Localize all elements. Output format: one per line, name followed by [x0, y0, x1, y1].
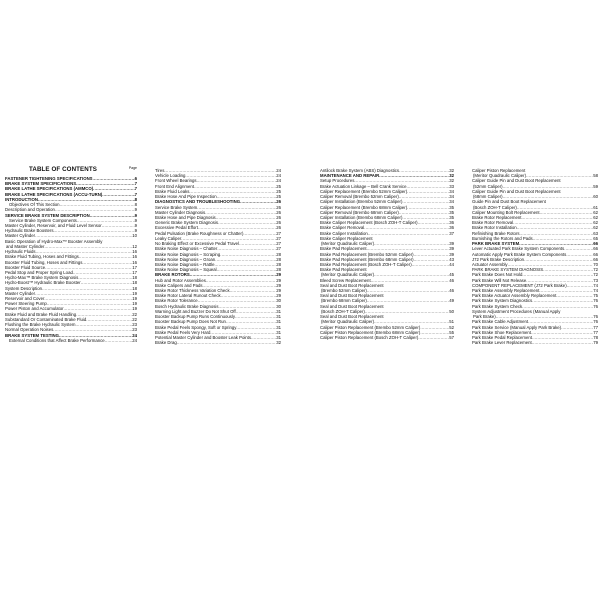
toc-entry-page: 34	[449, 194, 454, 200]
toc-entry-page: 62	[593, 214, 598, 220]
toc-entry-title: Brake Rotor Tolerance	[155, 298, 198, 304]
toc-entry-title: Front Wheel Bearings	[155, 178, 197, 184]
toc-entry-page: 58	[593, 173, 598, 179]
toc-column-4	[472, 168, 598, 345]
toc-entry-page: 32	[276, 340, 281, 346]
toc-column-3	[320, 168, 454, 340]
toc-entry-page: 31	[276, 329, 281, 335]
toc-entry-title: (Meritor Quadraulic Caliper)	[321, 319, 375, 325]
toc-entry-page: 73	[593, 277, 598, 283]
toc-entry-page: 63	[593, 230, 598, 236]
toc-entry-page: 39	[449, 251, 454, 257]
toc-entry-page: 7	[134, 186, 137, 192]
toc-entry-title: Automatic Apply Park Brake System Components	[472, 251, 567, 257]
toc-entry-page: 77	[593, 329, 598, 335]
toc-entry-title: Caliper Guide Pin and Dust Boot Replacement	[472, 188, 561, 194]
toc-entry-title: Park Brake Lever Replacement	[472, 340, 532, 346]
toc-entry-page: 76	[593, 298, 598, 304]
toc-entry-page: 76	[593, 314, 598, 320]
toc-entry-title: Bleed Screw Replacement	[320, 277, 371, 283]
toc-entry-page: 29	[276, 293, 281, 299]
toc-entry-title: DIAGNOSTICS AND TROUBLESHOOTING	[155, 199, 241, 205]
toc-entry-title: Caliper Removal (Brembo 68mm Caliper)	[320, 209, 399, 215]
toc-entry-page: 31	[276, 335, 281, 340]
toc-entry-title: Power Piston and Accumulator	[5, 306, 64, 312]
toc-entry-page: 9	[134, 207, 137, 213]
toc-entry-title: Brake Rotor Replacement	[472, 214, 522, 220]
toc-entry-title: Power Steering Pump	[5, 301, 47, 307]
toc-entry-page: 50	[449, 308, 454, 314]
toc-entry-page: 39	[449, 246, 454, 252]
toc-entry-page: 66	[593, 246, 598, 252]
toc-entry-title: INTRODUCTION	[5, 196, 38, 202]
toc-entry-page: 76	[593, 319, 598, 325]
toc-entry-page: 24	[276, 168, 281, 173]
toc-entry-title: Seal and Dust Boot Replacement	[320, 282, 384, 288]
toc-entry-page: 33	[449, 183, 454, 189]
toc-entry-title: Caliper Removal (Brembo 52mm Caliper)	[320, 194, 399, 200]
toc-entry-page: 24	[132, 332, 137, 338]
toc-entry-title: Park Brake System Diagnostics	[472, 298, 533, 304]
toc-entry-title: PARK BRAKE SYSTEM DIAGNOSIS	[472, 267, 544, 273]
toc-entry-page: 32	[449, 173, 454, 179]
toc-entry-page: 17	[132, 264, 137, 270]
toc-entry-page: 61	[593, 204, 598, 210]
toc-entry-page: 16	[132, 259, 137, 265]
toc-entry-title: (68mm Caliper)	[473, 194, 503, 200]
toc-entry-page: 9	[134, 212, 137, 218]
toc-leader-dots	[418, 335, 449, 340]
toc-entry-page: 29	[276, 282, 281, 288]
toc-entry-title: Park Brake Will Not Release	[472, 277, 527, 283]
toc-entry-page: 36	[449, 225, 454, 231]
toc-entry-page: 35	[449, 209, 454, 215]
toc-entry-page: 27	[276, 235, 281, 241]
toc-entry-title: Caliper Piston Replacement (Brembo 52mm Caliper)	[320, 324, 421, 330]
toc-entry-title: System Description	[5, 285, 43, 291]
toc-entry-title: Caliper Installation (Brembo 68mm Caliper)	[320, 214, 403, 220]
toc-entry-page: 23	[132, 322, 137, 328]
toc-entry-page: 30	[276, 298, 281, 304]
toc-entry-title: Booster Backup Pump Runs Continuously	[155, 314, 236, 320]
toc-entry-title: Hydro-Boost™ Hydraulic Brake Booster	[5, 280, 81, 286]
toc-entry-title: Pedal Pulsation (Brake Roughness or Chatter)	[155, 230, 244, 236]
toc-entry-title: Brake Noise Diagnosis – Squeal	[155, 267, 217, 273]
toc-entry-page: 29	[276, 272, 281, 278]
toc-entry-page: 65	[593, 235, 598, 241]
toc-entry-page: 29	[276, 288, 281, 294]
toc-entry-title: Park Brake Pedal Replacement	[472, 335, 532, 340]
toc-entry-page: 23	[132, 327, 137, 333]
toc-entry-page: 24	[276, 173, 281, 179]
toc-entry-title: Antilock Brake System (ABS) Diagnostics	[320, 168, 400, 173]
toc-entry-title: Brake Pad Replacement (Bosch ZOH-T Caliper)	[320, 261, 412, 267]
toc-entry-title: Brake Pedal Feels Spongy, Soft or Springy	[155, 324, 237, 330]
toc-entry-page: 26	[276, 214, 281, 220]
toc-entry-page: 35	[449, 204, 454, 210]
toc-entry-title: Brake Actuation Linkage – Bell Crank Service	[320, 183, 407, 189]
toc-entry-title: Refinishing Brake Rotors	[472, 230, 520, 236]
toc-entry-title: Brake Pad Replacement	[320, 267, 367, 273]
toc-entry-title: BRAKE LATHE SPECIFICATIONS (ACCU-TURN)	[5, 191, 103, 197]
toc-entry-page: 18	[132, 280, 137, 286]
toc-entry-title: (Brembo 68mm Caliper)	[321, 298, 367, 304]
toc-entry-title: Normal Operation Noises	[5, 327, 54, 333]
toc-entry-page: 8	[134, 196, 137, 202]
toc-entry-title: Brake Noise Diagnosis – Scraping	[155, 251, 221, 257]
toc-entry-page: 28	[276, 261, 281, 267]
toc-entry-page: 7	[134, 181, 137, 187]
toc-entry-page: 66	[593, 241, 598, 247]
toc-entry-title: Booster Fluid Source	[5, 264, 46, 270]
toc-entry-title: Hydraulic Fluids	[5, 249, 36, 255]
toc-entry-page: 44	[449, 261, 454, 267]
toc-entry-page: 76	[593, 303, 598, 309]
toc-entry-title: System Adjustment Procedures (Manual Apply	[472, 308, 561, 314]
toc-entry-page: 72	[593, 272, 598, 278]
toc-entry-page: 26	[276, 225, 281, 231]
toc-entry-page: 22	[132, 311, 137, 317]
toc-entry-title: BRAKE LATHE SPECIFICATIONS (AMMCO)	[5, 186, 94, 192]
toc-entry-page: 19	[132, 296, 137, 302]
toc-entry-title: Flushing the Brake Hydraulic System	[5, 322, 76, 328]
toc-entry-title: Tires	[155, 168, 165, 173]
toc-entry-title: Caliper Piston Replacement (Brembo 68mm Caliper)	[320, 329, 421, 335]
toc-entry-title: Brake Rotor Removal	[472, 220, 514, 226]
toc-entry-page: 24	[276, 178, 281, 184]
toc-entry-title: Brake Rotor Lateral Runout Check	[155, 293, 221, 299]
toc-entry-page: 72	[593, 267, 598, 273]
toc-entry-title: Park Brake Assembly Replacement	[472, 288, 540, 294]
toc-entry-title: Brake Fluid and Brake Fluid Handling	[5, 311, 77, 317]
toc-entry-page: 74	[593, 288, 598, 294]
toc-entry-title: Excessive Pedal Effort	[155, 225, 198, 231]
toc-entry-title: Generic Brake System Diagnosis	[155, 220, 219, 226]
toc-entry-title: Brake Fluid Tubing, Hoses and Fittings	[5, 254, 79, 260]
toc-entry-title: Brake Hose and Pipe Diagnosis	[155, 214, 216, 220]
toc-entry-page: 59	[593, 183, 598, 189]
toc-entry-title: Service Brake System Components	[9, 217, 77, 223]
toc-entry-title: Master Cylinder	[5, 233, 36, 239]
toc-entry-title: COMPONENT REPLACEMENT (J72 Park Brake)	[472, 282, 567, 288]
toc-entry-page: 78	[593, 335, 598, 340]
toc-entry-page: 16	[132, 254, 137, 260]
toc-entry-page: 22	[132, 316, 137, 322]
toc-entry-page: 19	[132, 301, 137, 307]
toc-entry-page: 66	[593, 251, 598, 257]
toc-entry-page: 19	[132, 306, 137, 312]
toc-entry-title: (52mm Caliper)	[473, 183, 503, 189]
toc-entry-page: 8	[134, 202, 137, 208]
toc-entry-page: 12	[132, 243, 137, 249]
toc-entry-page: 7	[134, 191, 137, 197]
toc-entry-title: Caliper Piston Replacement (Bosch ZOH-T Caliper)	[320, 335, 419, 340]
toc-entry-title: and Master Cylinder	[6, 243, 45, 249]
toc-entry-title: Park Brake Actuator Assembly Replacement	[472, 293, 557, 299]
toc-entry-title: Pedal Stop and Proper Spring Load	[5, 269, 73, 275]
toc-entry-title: Brake Caliper Replacement	[320, 235, 373, 241]
toc-entry-title: Master Cylinder	[5, 290, 36, 296]
toc-entry-title: Caliper Mounting Bolt Replacement	[472, 209, 540, 215]
toc-entry-page: 74	[593, 282, 598, 288]
toc-entry-title: Hydro-Max™ Brake System Diagnosis	[5, 275, 79, 281]
toc-leader-dots	[105, 338, 133, 343]
toc-entry-title: (Meritor Quadraulic Caliper)	[473, 173, 527, 179]
toc-entry-title: Hub and Rotor Assemblies	[155, 277, 206, 283]
toc-entry-page: 46	[449, 288, 454, 294]
toc-entry-title: Service Brake System	[155, 204, 198, 210]
toc-entry-page: 26	[276, 199, 281, 205]
toc-entry-title: Warning Light and Buzzer Do Not Shut Off	[155, 308, 236, 314]
toc-entry-page: 31	[276, 319, 281, 325]
toc-entry-page: 32	[449, 168, 454, 173]
toc-leader-dots	[177, 340, 276, 345]
toc-entry-title: Brake Noise Diagnosis – Chatter	[155, 246, 218, 252]
toc-entry-title: Park Brake System Check	[472, 303, 523, 309]
toc-entry-title: Leaky Caliper	[155, 235, 182, 241]
toc-entry-page: 77	[593, 324, 598, 330]
toc-entry-title: Caliper Replacement (Brembo 68mm Caliper)	[320, 204, 408, 210]
toc-entry-title: Brake Hose And Pipe Inspection	[155, 194, 217, 200]
toc-entry-page: 9	[134, 217, 137, 223]
toc-entry-page: 57	[449, 335, 454, 340]
toc-entry-title: Objectives Of This Section	[9, 202, 60, 208]
toc-header	[5, 166, 137, 175]
toc-entry	[472, 340, 598, 345]
toc-entry-page: 25	[276, 183, 281, 189]
toc-entry-title: Seal and Dust Boot Replacement	[320, 293, 384, 299]
toc-entry-title: Brake Noise Diagnosis – Groan	[155, 256, 216, 262]
toc-entry-title: Brake Rotor Thickness Variation Check	[155, 288, 230, 294]
toc-entry-page: 25	[276, 194, 281, 200]
toc-entry-page: 31	[276, 324, 281, 330]
toc-entry-title: Seal and Dust Boot Replacement	[320, 303, 384, 309]
toc-entry-title: No Braking Effect or Excessive Pedal Travel	[155, 241, 239, 247]
toc-entry-title: BRAKE SYSTEM SPECIFICATIONS	[5, 181, 77, 187]
toc-entry-page: 24	[132, 337, 137, 343]
toc-entry-page: 49	[449, 298, 454, 304]
toc-entry-page: 62	[593, 209, 598, 215]
toc-entry	[5, 338, 137, 343]
toc-entry-title: Brake Pad Replacement	[320, 246, 367, 252]
toc-leader-dots	[412, 262, 450, 267]
toc-entry-page: 26	[276, 209, 281, 215]
toc-entry-title: Reservoir and Cover	[5, 296, 45, 302]
toc-column-1	[5, 176, 137, 343]
toc-entry-title: (Brembo 52mm Caliper)	[321, 288, 367, 294]
toc-entry-title: Front End Alignment	[155, 183, 194, 189]
toc-entry-title: Caliper Piston Replacement	[472, 168, 526, 173]
toc-entry-title: BRAKE SYSTEM TESTING	[5, 332, 59, 338]
toc-entry-page: 27	[276, 246, 281, 252]
toc-leader-dots	[532, 340, 594, 345]
toc-entry-title: Substandard Or Contaminated Brake Fluid	[5, 316, 87, 322]
toc-entry-title: Brake Pad Replacement (Brembo 52mm Caliper)	[320, 251, 414, 257]
toc-entry-title: Park Brake Service (Manual Apply Park Brake)	[472, 324, 562, 330]
toc-entry-title: Caliper Guide Pin and Dust Boot Replacement	[472, 178, 561, 184]
toc-entry	[320, 335, 454, 340]
toc-entry-page: 27	[276, 230, 281, 236]
toc-entry-page: 34	[449, 199, 454, 205]
toc-entry-page: 18	[132, 275, 137, 281]
toc-entry-title: Seal and Dust Boot Replacement	[320, 314, 384, 320]
toc-entry-title: Brake Pad Replacement (Brembo 68mm Caliper)	[320, 256, 414, 262]
toc-entry-page: 45	[449, 272, 454, 278]
toc-entry-title: Brake Pedal Feels Very Hard	[155, 329, 211, 335]
toc-entry-page: 30	[276, 303, 281, 309]
toc-entry-page: 66	[593, 256, 598, 262]
toc-entry-page: 60	[593, 194, 598, 200]
toc-entry-title: Brake Noise Diagnosis – Rattle	[155, 261, 215, 267]
toc-title: TABLE OF CONTENTS	[29, 166, 97, 173]
toc-entry-title: Actuator Assembly	[472, 261, 508, 267]
toc-entry-title: FASTENER TIGHTENING SPECIFICATIONS	[5, 176, 93, 181]
toc-column-2	[155, 168, 281, 345]
toc-entry-title: Booster Fluid Tubing, Hoses and Fittings	[5, 259, 83, 265]
toc-entry-title: Brake Caliper Removal	[320, 225, 365, 231]
toc-entry-page: 51	[449, 319, 454, 325]
toc-entry	[155, 340, 281, 345]
toc-entry-page: 46	[449, 277, 454, 283]
toc-entry-title: Park Brake Shoe Replacement	[472, 329, 531, 335]
toc-entry-title: Brake Caliper Replacement (Bosch ZOH-T Caliper)	[320, 220, 418, 226]
toc-entry-title: Setup Procedures	[320, 178, 355, 184]
toc-entry-title: Brake Fluid Leaks	[155, 188, 190, 194]
toc-entry-title: Brake Caliper Installation	[320, 230, 368, 236]
toc-entry-page: 36	[449, 220, 454, 226]
toc-entry-title: J72 Park Brake Description	[472, 256, 525, 262]
toc-entry-page: 43	[449, 256, 454, 262]
toc-entry-page: 39	[449, 241, 454, 247]
toc-entry-title: (Meritor Quadraulic Caliper)	[321, 241, 375, 247]
toc-entry-title: Caliper Installation (Brembo 52mm Caliper)	[320, 199, 403, 205]
toc-entry-page: 31	[276, 308, 281, 314]
toc-entry-page: 25	[276, 188, 281, 194]
toc-entry-page: 75	[593, 293, 598, 299]
toc-entry-page: 17	[132, 269, 137, 275]
toc-entry-page: 9	[134, 228, 137, 234]
toc-entry-page: 10	[132, 233, 137, 239]
toc-entry-title: Hydraulic Brake Boosters	[5, 228, 54, 234]
toc-entry-title: Guide Pin and Dust Boot Replacement	[472, 199, 546, 205]
toc-entry-title: BRAKE ROTORS	[155, 272, 190, 278]
toc-entry-title: External Conditions that Affect Brake Performance	[9, 337, 105, 343]
toc-entry-title: (Bosch ZOH-T Caliper)	[321, 308, 365, 314]
toc-leader-dots	[368, 231, 449, 236]
toc-entry-page: 35	[449, 214, 454, 220]
toc-entry-page: 26	[276, 220, 281, 226]
toc-entry-page: 18	[132, 285, 137, 291]
toc-entry-page: 29	[276, 277, 281, 283]
toc-entry-title: PARK BRAKE SYSTEM	[472, 241, 520, 247]
toc-entry-page: 70	[593, 261, 598, 267]
toc-entry-page: 79	[593, 340, 598, 346]
toc-entry-title: SERVICE BRAKE SYSTEM DESCRIPTION	[5, 212, 90, 218]
toc-entry-page: 19	[132, 290, 137, 296]
toc-entry-page: 32	[449, 178, 454, 184]
toc-entry-title: Description and Operation	[5, 207, 55, 213]
toc-entry-title: Brake Drag	[155, 340, 177, 346]
toc-entry-title: Booster Backup Pump Does Not Run	[155, 319, 226, 325]
toc-entry-page: 52	[449, 324, 454, 330]
toc-entry-title: Master Cylinder, Reservoir, and Fluid Level Sensor	[5, 222, 102, 228]
toc-entry-page: 27	[276, 241, 281, 247]
toc-entry-title: Park Brake)	[473, 314, 496, 320]
toc-entry-page: 37	[449, 230, 454, 236]
toc-entry-page: 28	[276, 267, 281, 273]
toc-entry-title: Park Brake Does Not Hold	[472, 272, 523, 278]
toc-entry-page: 62	[593, 220, 598, 226]
toc-entry-page: 28	[276, 256, 281, 262]
toc-entry-page: 28	[276, 251, 281, 257]
toc-entry-page: 62	[593, 225, 598, 231]
toc-entry-title: (Meritor Quadraulic Caliper)	[321, 272, 375, 278]
toc-entry-title: Park Brake Cable Adjustment	[472, 319, 529, 325]
toc-entry-title: Burnishing the Rotors and Pads	[472, 235, 533, 241]
toc-entry-title: Potential Master Cylinder and Booster Leak Points	[155, 335, 252, 340]
toc-entry-page: 6	[134, 176, 137, 181]
toc-entry-page: 34	[449, 188, 454, 194]
toc-entry-title: Vehicle Loading	[155, 173, 186, 179]
toc-entry-title: Basic Operation of Hydro-Max™ Booster Assembly	[5, 238, 103, 244]
toc-entry-page: 16	[132, 249, 137, 255]
toc-entry-title: Caliper Replacement (Brembo 52mm Caliper)	[320, 188, 408, 194]
toc-entry-title: Lever Actuated Park Brake System Components	[472, 246, 565, 252]
toc-entry-title: Brake Rotor Installation	[472, 225, 517, 231]
toc-entry-page: 55	[449, 329, 454, 335]
toc-entry-title: Master Cylinder Diagnosis	[155, 209, 206, 215]
toc-entry-page: 31	[276, 314, 281, 320]
toc-entry-page: 26	[276, 204, 281, 210]
toc-entry-page: 9	[134, 222, 137, 228]
toc-entry-title: (Bosch ZOH-T Caliper)	[473, 204, 517, 210]
toc-entry-title: MAINTENANCE AND REPAIR	[320, 173, 380, 179]
page-column-label: Page	[128, 166, 137, 170]
toc-entry-title: Bosch Hydraulic Brake Diagnosis	[155, 303, 219, 309]
toc-entry-title: Brake Calipers and Pads	[155, 282, 203, 288]
